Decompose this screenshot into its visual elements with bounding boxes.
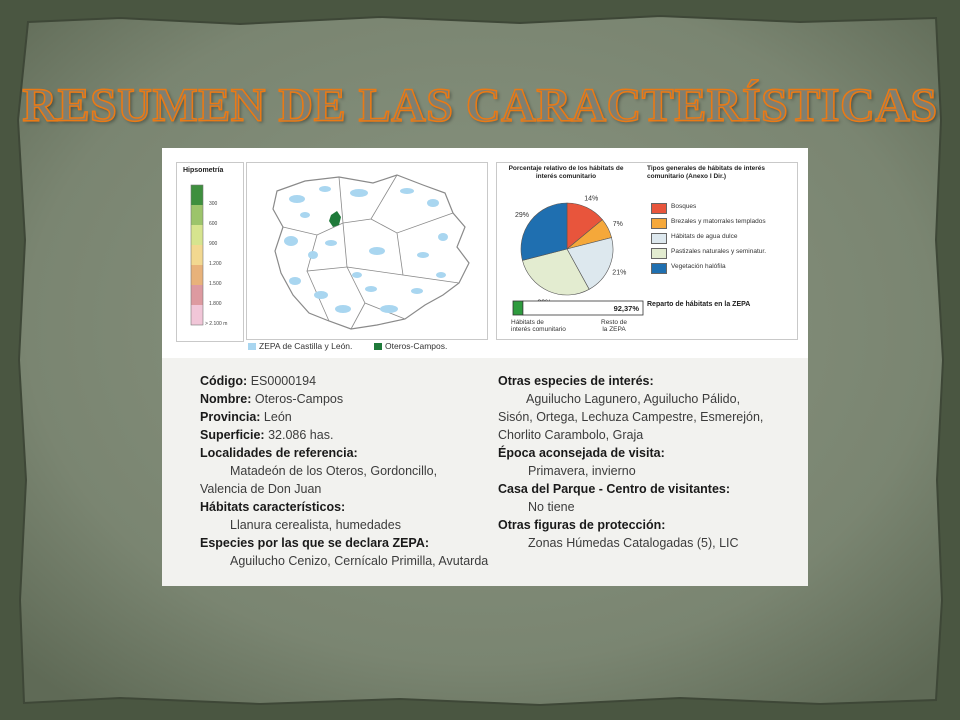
legend-item [651,203,811,213]
bar-category-label [601,319,627,333]
legend-label: Pastizales naturales y seminatur. [671,248,767,255]
legend-site-label: Oteros-Campos. [385,341,448,351]
legend-label: Vegetación halófila [671,263,726,270]
legend-title: Tipos generales de hábitats de interés comunitario (Anexo I Dir.) [647,165,766,180]
slide-title: RESUMEN DE LAS CARACTERÍSTICAS [22,79,938,132]
bar-cat1-line1: Hábitats de [511,319,544,326]
legend-item [651,218,811,228]
habitats-label-text: Hábitats característicos: [200,500,346,514]
legend-swatch [651,203,667,214]
otras-especies-value: Sisón, Ortega, Lechuza Campestre, Esmerejón, [498,410,764,424]
nombre-value: Oteros-Campos [254,392,344,406]
localidades-value: Valencia de Don Juan [200,482,322,496]
localidades-label-text: Localidades de referencia: [200,446,358,460]
casa-label-text: Casa del Parque - Centro de visitantes: [498,482,731,496]
otras-especies-value: Aguilucho Lagunero, Aguilucho Pálido, [526,392,741,406]
legend-swatch [651,218,667,229]
legend-zepa-label: ZEPA de Castilla y León. [259,341,353,351]
epoca-label [498,446,665,460]
especies-zepa-label-text: Especies por las que se declara ZEPA: [200,536,430,550]
especies-zepa-label [200,536,429,550]
localidades-label [200,446,358,460]
bar-cat2-line1: Resto de [601,319,628,326]
bar-category-label [511,319,566,333]
superficie-value: 32.086 has. [268,428,334,442]
provincia-label: Provincia: [200,410,261,424]
legend-swatch [651,263,667,274]
nombre-label: Nombre: [200,392,252,406]
habitat-chart-panel [496,162,798,340]
provincia-row [200,410,292,424]
hypsometry-tick: 1.800 [209,301,222,307]
figuras-value: Zonas Húmedas Catalogadas (5), LIC [528,536,739,550]
legend-label: Hábitats de agua dulce [671,233,738,240]
especies-zepa-value: Aguilucho Cenizo, Cernícalo Primilla, Avutarda [230,554,489,568]
bar-chart-title: Reparto de hábitats en la ZEPA [647,301,751,308]
info-box [162,358,808,586]
share-bar-label: 92,37% [613,304,639,313]
bar-cat2-line2: la ZEPA [602,326,626,333]
zepa-info-figure [162,148,808,586]
pie-value-label: 14% [584,195,599,203]
hypsometry-tick: 1.500 [209,281,222,287]
codigo-value: ES0000194 [250,374,317,388]
legend-zepa-swatch [248,343,256,350]
figuras-label-text: Otras figuras de protección: [498,518,666,532]
hypsometry-tick: 1.200 [209,261,222,267]
hypsometry-tick: 300 [209,201,218,207]
otras-especies-label [498,374,654,388]
provincia-value: León [263,410,292,424]
legend-label: Brezales y matorrales templados [671,218,766,225]
hypsometry-title: Hipsometría [183,167,224,174]
legend-swatch [651,248,667,259]
figuras-label [498,518,665,532]
legend-item [651,263,811,273]
otras-especies-label-text: Otras especies de interés: [498,374,654,388]
otras-especies-value: Chorlito Carambolo, Graja [498,428,644,442]
superficie-row [200,428,333,442]
legend-swatch [651,233,667,244]
habitats-value: Llanura cerealista, humedades [230,518,401,532]
legend-label: Bosques [671,203,697,210]
hypsometry-legend [176,162,244,342]
hypsometry-tick: 600 [209,221,218,227]
share-bar-segment [513,301,523,315]
castilla-leon-map [247,163,487,339]
map-panel [246,162,488,340]
casa-label [498,482,730,496]
pie-value-label: 21% [612,269,627,277]
codigo-label: Código: [200,374,248,388]
hypsometry-tick: > 2.100 m [205,321,228,327]
codigo-row [200,374,316,388]
legend-item [651,233,811,243]
superficie-label: Superficie: [200,428,265,442]
bar-cat1-line2: interés comunitario [511,326,566,333]
pie-value-label: 29% [514,212,529,220]
habitats-label [200,500,345,514]
habitat-share-bar [511,299,651,319]
casa-value: No tiene [528,500,575,514]
legend-item [651,248,811,258]
legend-site-swatch [374,343,382,350]
hypsometry-tick: 900 [209,241,218,247]
nombre-row [200,392,343,406]
epoca-label-text: Época aconsejada de visita: [498,446,665,460]
pie-value-label: 7% [612,221,623,229]
pie-chart-title: Porcentaje relativo de los hábitats de interés comunitario [508,165,624,180]
localidades-value: Matadeón de los Oteros, Gordoncillo, [230,464,438,478]
epoca-value: Primavera, invierno [528,464,636,478]
pie-legend [651,203,791,283]
